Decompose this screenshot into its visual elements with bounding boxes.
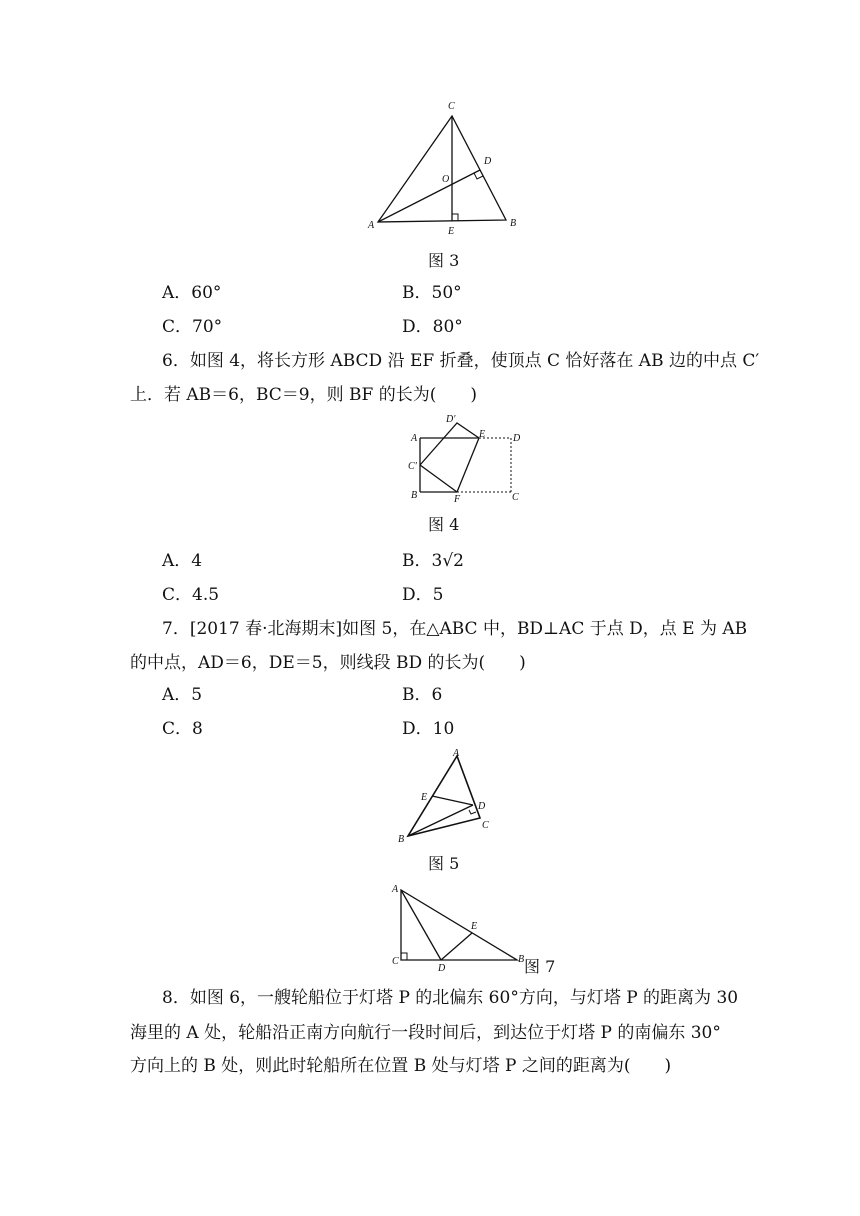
right-angle-mark-d [469,810,476,814]
q7-option-d: D．10 [402,719,455,739]
label-b: B [411,490,418,501]
figure-7 [385,878,535,972]
q5-option-d: D．80° [402,317,463,337]
right-angle-mark-c [401,953,407,960]
altitude-ad [378,170,480,222]
q7-option-c: C．8 [162,719,203,739]
figure-4-caption: 图 4 [428,515,460,534]
right-angle-mark-e [452,214,458,221]
q7-option-b: B．6 [402,685,443,705]
figure-5 [392,744,502,848]
label-a: A [453,748,460,759]
label-e: E [448,226,455,237]
triangle-abc [408,756,480,836]
label-c: C [482,820,489,831]
label-c-prime: C′ [408,461,417,472]
label-d: D [484,156,492,167]
q5-option-a: A．60° [162,283,222,303]
label-d: D [513,433,521,444]
label-b: B [398,834,405,845]
label-a: A [392,884,399,895]
label-f: F [454,494,461,504]
figure-3 [360,96,530,242]
figure-3-caption: 图 3 [428,251,460,270]
q6-option-c: C．4.5 [162,585,220,605]
q7-option-a: A．5 [162,685,203,705]
label-e: E [421,792,428,803]
q5-option-c: C．70° [162,317,223,337]
figure-5-caption: 图 5 [428,854,460,873]
segment-de [441,933,472,960]
label-b: B [518,954,525,965]
q8-text-line3: 方向上的 B 处，则此时轮船所在位置 B 处与灯塔 P 之间的距离为( ) [130,1056,672,1076]
q8-text-line1: 8．如图 6，一艘轮船位于灯塔 P 的北偏东 60°方向，与灯塔 P 的距离为 30 [162,988,739,1008]
figure-4 [400,410,530,504]
label-d: D [438,963,446,972]
label-c: C [512,492,519,503]
q6-text-line1: 6．如图 4，将长方形 ABCD 沿 EF 折叠，使顶点 C 恰好落在 AB 边的中点 C′ [162,351,760,371]
label-b: B [510,218,517,229]
q7-text-line2: 的中点，AD＝6，DE＝5，则线段 BD 的长为( ) [130,653,526,673]
label-o: O [442,174,450,185]
triangle-abc [378,116,506,222]
label-c: C [392,956,399,967]
q8-text-line2: 海里的 A 处，轮船沿正南方向航行一段时间后，到达位于灯塔 P 的南偏东 30° [130,1023,721,1043]
label-d: D [478,801,486,812]
q6-text-line2: 上．若 AB＝6，BC＝9，则 BF 的长为( ) [130,385,477,405]
label-d-prime: D′ [446,414,456,425]
triangle-acb [401,890,517,960]
q6-option-d: D．5 [402,585,444,605]
segment-ad [401,890,441,960]
label-e: E [471,921,478,932]
segment-ed [432,796,473,805]
label-c: C [448,101,455,112]
label-a: A [411,433,418,444]
fold-line-ef [457,438,479,492]
q6-option-b: B．3√2 [402,551,464,571]
q7-text-line1: 7．[2017 春·北海期末]如图 5，在△ABC 中，BD⊥AC 于点 D，点 E 为 AB [162,619,748,639]
folded-cpf [420,465,457,492]
label-a: A [368,220,375,231]
q5-option-b: B．50° [402,283,462,303]
q6-option-a: A．4 [162,551,203,571]
label-e: E [479,429,486,440]
figure-7-caption: 图 7 [524,957,556,976]
